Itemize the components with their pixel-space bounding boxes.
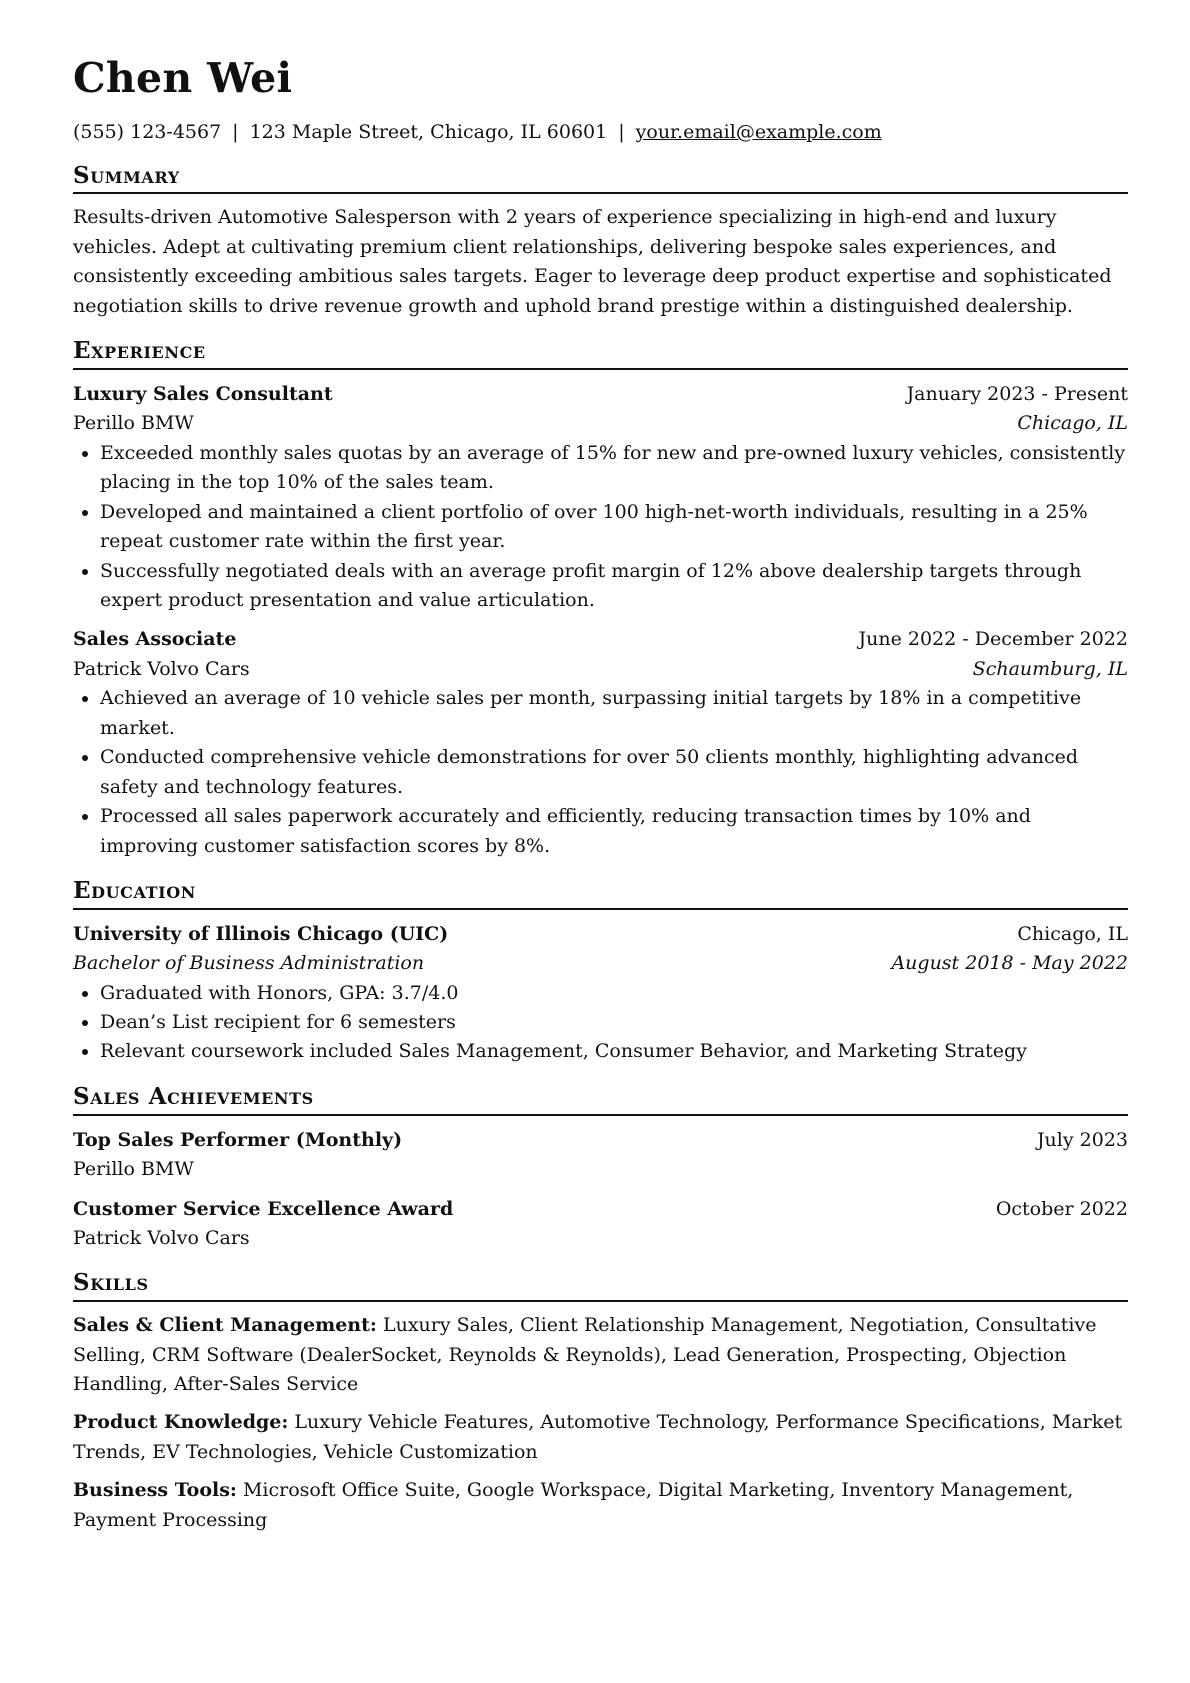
- bullet-item: • Graduated with Honors, GPA: 3.7/4.0: [100, 979, 1128, 1008]
- candidate-name: Chen Wei: [73, 54, 293, 102]
- phone: (555) 123-4567: [73, 121, 222, 144]
- bullet-item: • Exceeded monthly sales quotas by an average of 15% for new and pre-owned luxury vehicles, consistently placing in the top 10% of the sales team.: [100, 439, 1128, 498]
- education-entry: [73, 920, 1128, 1067]
- achievement-org: Perillo BMW: [73, 1158, 194, 1181]
- bullet-item: • Processed all sales paperwork accurately and efficiently, reducing transaction times by 10% and improving customer satisfaction scores by 8%.: [100, 802, 1128, 861]
- skill-group: [73, 1311, 1128, 1399]
- achievement-date: October 2022: [995, 1197, 1128, 1220]
- skills-section: [73, 1269, 1128, 1535]
- degree: Bachelor of Business Administration: [73, 952, 425, 975]
- achievement-entry: [73, 1126, 1128, 1185]
- section-title: Skills: [73, 1269, 1128, 1302]
- education-section: [73, 877, 1128, 1067]
- section-title: Summary: [73, 162, 1128, 195]
- experience-section: [73, 337, 1128, 861]
- bullet-item: • Developed and maintained a client portfolio of over 100 high-net-worth individuals, resulting in a 25% repeat customer rate within the first year.: [100, 498, 1128, 557]
- section-title: Experience: [73, 337, 1128, 370]
- skill-label: Business Tools:: [73, 1479, 237, 1502]
- job-bullets: [73, 439, 1128, 616]
- school-location: Chicago, IL: [1017, 922, 1128, 945]
- school-name: University of Illinois Chicago (UIC): [73, 922, 449, 945]
- achievement-org: Patrick Volvo Cars: [73, 1226, 250, 1249]
- bullet-item: • Successfully negotiated deals with an average profit margin of 12% above dealership targets through expert product presentation and value articulation.: [100, 557, 1128, 616]
- education-bullets: [73, 979, 1128, 1067]
- job-dates: June 2022 - December 2022: [858, 628, 1128, 651]
- achievement-name: Customer Service Excellence Award: [73, 1197, 454, 1220]
- contact-line: [73, 119, 1128, 146]
- job-company: Patrick Volvo Cars: [73, 657, 250, 680]
- section-title: Education: [73, 877, 1128, 910]
- job-role: Luxury Sales Consultant: [73, 382, 333, 405]
- summary-section: [73, 162, 1128, 322]
- job-company: Perillo BMW: [73, 412, 194, 435]
- job-entry: [73, 625, 1128, 861]
- summary-text: Results-driven Automotive Salesperson with 2 years of experience specializing in high-end and luxury vehicles. Adept at cultivating premium client relationships, delivering bespoke sales experiences, and consistently exceeding ambitious sales targets. Eager to leverage deep product expertise and sophisticated negotiation skills to drive revenue growth and uphold brand prestige within a distinguished dealership.: [73, 206, 1112, 317]
- skill-text: Luxury Vehicle Features, Automotive Technology, Performance Specifications, Market Trends, EV Technologies, Vehicle Customization: [73, 1411, 1123, 1463]
- achievement-entry: [73, 1195, 1128, 1254]
- address: 123 Maple Street, Chicago, IL 60601: [249, 121, 608, 144]
- separator: |: [618, 121, 625, 144]
- skill-group: [73, 1408, 1128, 1467]
- achievement-name: Top Sales Performer (Monthly): [73, 1128, 403, 1151]
- achievements-section: [73, 1083, 1128, 1254]
- education-dates: August 2018 - May 2022: [891, 952, 1128, 975]
- skill-group: [73, 1476, 1128, 1535]
- achievement-date: July 2023: [1036, 1128, 1128, 1151]
- job-role: Sales Associate: [73, 628, 237, 651]
- bullet-item: • Dean’s List recipient for 6 semesters: [100, 1008, 1128, 1037]
- skill-label: Sales & Client Management:: [73, 1314, 377, 1337]
- bullet-item: • Conducted comprehensive vehicle demonstrations for over 50 clients monthly, highlighting advanced safety and technology features.: [100, 743, 1128, 802]
- skill-label: Product Knowledge:: [73, 1411, 289, 1434]
- separator: |: [232, 121, 239, 144]
- bullet-item: • Achieved an average of 10 vehicle sales per month, surpassing initial targets by 18% in a competitive market.: [100, 684, 1128, 743]
- job-bullets: [73, 684, 1128, 861]
- skill-text: Luxury Sales, Client Relationship Management, Negotiation, Consultative Selling, CRM Software (DealerSocket, Reynolds & Reynolds), Lead Generation, Prospecting, Objection Handling, After-Sales Service: [73, 1314, 1097, 1395]
- bullet-item: • Relevant coursework included Sales Management, Consumer Behavior, and Marketing Strategy: [100, 1037, 1128, 1066]
- job-location: Schaumburg, IL: [972, 657, 1128, 680]
- job-dates: January 2023 - Present: [906, 382, 1128, 405]
- job-entry: [73, 380, 1128, 616]
- email-link[interactable]: your.email@example.com: [635, 121, 882, 144]
- job-location: Chicago, IL: [1017, 412, 1128, 435]
- section-title: Sales Achievements: [73, 1083, 1128, 1116]
- skill-text: Microsoft Office Suite, Google Workspace, Digital Marketing, Inventory Management, Payment Processing: [73, 1479, 1074, 1531]
